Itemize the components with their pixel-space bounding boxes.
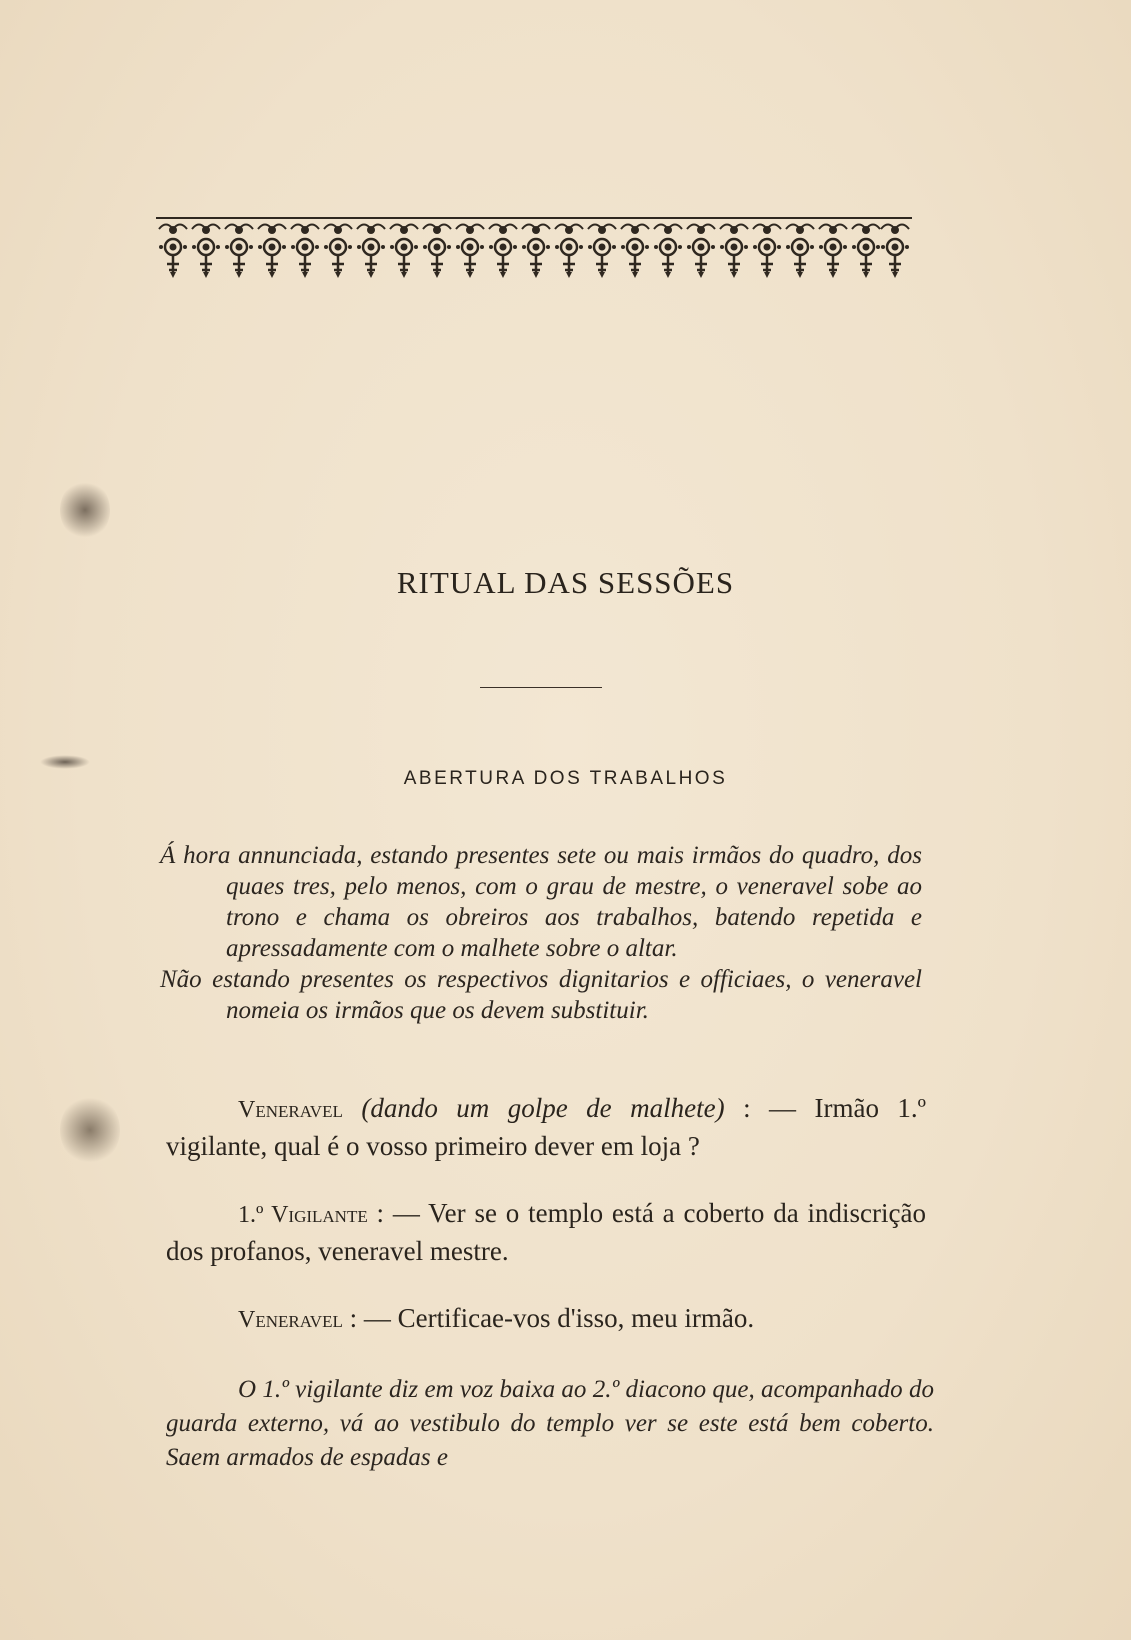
instruction-paragraph: Á hora annunciada, estando presentes sete ou mais irmãos do quadro, dos quaes tres, pelo menos, com o grau de mestre, o veneravel sobe ao trono e chama os obreiros aos trabalhos, batendo repetida e apressadamente com o malhete sobre o altar. [160, 842, 922, 962]
stage-direction: (dando um golpe de malhete) [361, 1093, 725, 1123]
instruction-paragraph: Não estando presentes os respectivos dignitarios e officiaes, o veneravel nomeia os irmãos que os devem substituir. [160, 966, 922, 1024]
dialogue-line [166, 1300, 926, 1338]
title-divider [480, 687, 602, 688]
speaker-name: Veneravel [238, 1097, 343, 1123]
dialogue-line [166, 1195, 926, 1269]
paper-stain [40, 755, 90, 769]
decorative-border-ornament [156, 215, 912, 287]
page-title: RITUAL DAS SESSÕES [396, 565, 735, 600]
section-subtitle: ABERTURA DOS TRABALHOS [403, 768, 728, 789]
speaker-name: 1.º Vigilante [238, 1202, 368, 1228]
opening-instructions [160, 840, 922, 1026]
paper-stain [60, 480, 110, 540]
paper-stain [60, 1095, 120, 1165]
dialogue-text: : — Irmão 1.º vigilante, qual é o vosso primeiro dever em loja ? [166, 1093, 927, 1161]
dialogue-text: : — Certificae-vos d'isso, meu irmão. [349, 1303, 755, 1333]
closing-instruction-text: O 1.º vigilante diz em voz baixa ao 2.º diacono que, acompanhado do guarda externo, vá ao vestibulo do templo ver se este está bem coberto. Saem armados de espadas e [166, 1376, 934, 1471]
speaker-name: Veneravel [238, 1307, 343, 1333]
closing-instruction [166, 1373, 934, 1475]
dialogue-text: : — Ver se o templo está a coberto da indiscrição dos profanos, veneravel mestre. [166, 1198, 926, 1266]
dialogue-line [166, 1090, 926, 1164]
